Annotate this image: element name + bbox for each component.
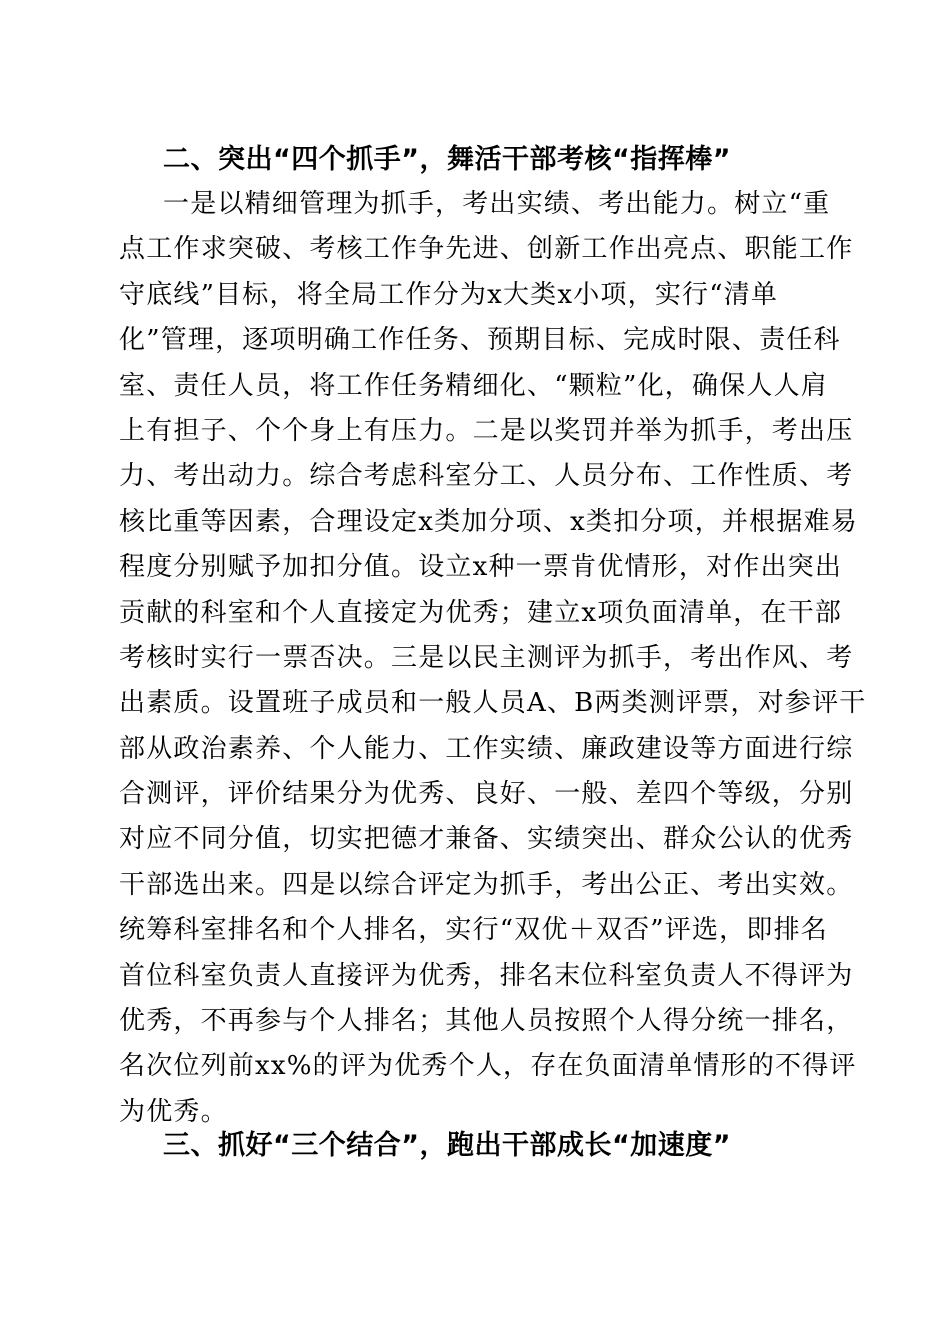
paragraph-line: 干部选出来。四是以综合评定为抓手，考出公正、考出实效。 (119, 869, 854, 900)
paragraph-line: 名次位列前xx%的评为优秀个人，存在负面清单情形的不得评 (119, 1051, 857, 1082)
paragraph-line: 点工作求突破、考核工作争先进、创新工作出亮点、职能工作 (119, 234, 854, 265)
section-three-heading: 三、抓好“三个结合”，跑出干部成长“加速度” (163, 1130, 731, 1161)
paragraph-line: 力、考出动力。综合考虑科室分工、人员分布、工作性质、考 (119, 461, 854, 492)
paragraph-line: 出素质。设置班子成员和一般人员A、B两类测评票，对参评干 (119, 688, 867, 719)
paragraph-line: 上有担子、个个身上有压力。二是以奖罚并举为抓手，考出压 (119, 415, 854, 446)
paragraph-line: 首位科室负责人直接评为优秀，排名末位科室负责人不得评为 (119, 960, 854, 991)
paragraph-line: 考核时实行一票否决。三是以民主测评为抓手，考出作风、考 (119, 642, 854, 673)
paragraph-line: 一是以精细管理为抓手，考出实绩、考出能力。树立“重 (163, 189, 831, 219)
paragraph-line: 统筹科室排名和个人排名，实行“双优＋双否”评选，即排名 (119, 915, 828, 946)
paragraph-line: 贡献的科室和个人直接定为优秀；建立x项负面清单，在干部 (119, 597, 843, 628)
paragraph-line: 程度分别赋予加扣分值。设立x种一票肯优情形，对作出突出 (119, 552, 843, 583)
paragraph-line: 对应不同分值，切实把德才兼备、实绩突出、群众公认的优秀 (119, 824, 854, 855)
section-two-heading: 二、突出“四个抓手”，舞活干部考核“指挥棒” (163, 144, 731, 175)
paragraph-line: 部从政治素养、个人能力、工作实绩、廉政建设等方面进行综 (119, 733, 854, 764)
body-paragraph (119, 182, 867, 1135)
paragraph-line: 为优秀。 (119, 1096, 228, 1127)
paragraph-line: 合测评，评价结果分为优秀、良好、一般、差四个等级，分别 (119, 779, 854, 810)
paragraph-line: 守底线”目标，将全局工作分为x大类x小项，实行“清单 (119, 279, 779, 310)
paragraph-line: 室、责任人员，将工作任务精细化、“颗粒”化，确保人人肩 (119, 370, 828, 401)
paragraph-line: 核比重等因素，合理设定x类加分项、x类扣分项，并根据难易 (119, 506, 858, 537)
paragraph-line: 优秀，不再参与个人排名；其他人员按照个人得分统一排名， (119, 1006, 854, 1037)
paragraph-line: 化”管理，逐项明确工作任务、预期目标、完成时限、责任科 (119, 325, 841, 356)
